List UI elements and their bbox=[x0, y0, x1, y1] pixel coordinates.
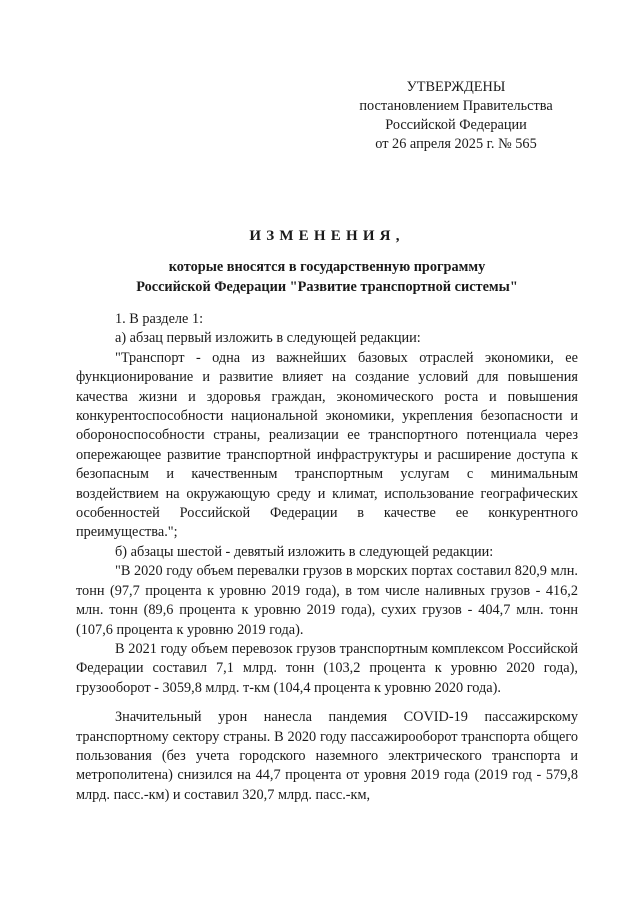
item-1-heading: 1. В разделе 1: bbox=[115, 311, 204, 327]
document-title: ИЗМЕНЕНИЯ, bbox=[249, 228, 405, 244]
document-body bbox=[76, 310, 578, 805]
paragraph-pandemic: Значительный урон нанесла пандемия COVID-19 пассажирскому транспортному сектору страны. В 2020 году пассажирооборот транспорта общего пользования (без учета городского наземного электрического транспорта и метрополитена) снизился на 44,7 процента от уровня 2019 года (2019 год - 579,8 млрд. пасс.-км) и составил 320,7 млрд. пасс.-км, bbox=[76, 709, 578, 803]
approval-line-3: от 26 апреля 2025 г. № 565 bbox=[375, 136, 537, 152]
approval-stamp bbox=[340, 78, 572, 154]
quoted-paragraph-2: "В 2020 году объем перевалки грузов в морских портах составил 820,9 млн. тонн (97,7 процента к уровню 2019 года), в том числе наливных грузов - 416,2 млн. тонн (89,6 процента к уровню 2019 года), сухих грузов - 404,7 млн. тонн (107,6 процента к уровню 2019 года). bbox=[76, 563, 578, 638]
item-1-subitem-a: а) абзац первый изложить в следующей редакции: bbox=[115, 330, 421, 347]
item-1-subitem-b: б) абзацы шестой - девятый изложить в следующей редакции: bbox=[115, 543, 494, 560]
document-subtitle-line-2: Российской Федерации "Развитие транспортной системы" bbox=[136, 278, 518, 295]
approval-heading: УТВЕРЖДЕНЫ bbox=[406, 79, 506, 95]
quoted-paragraph-1: "Транспорт - одна из важнейших базовых отраслей экономики, ее функционирование и развитие влияет на создание условий для повышения качества жизни и здоровья граждан, экономического роста и повышения конкурентоспособности национальной экономики, укрепления безопасности и обороноспособности страны, реализации ее транспортного потенциала через опережающее развитие транспортной инфраструктуры и расширение доступа к безопасным и качественным транспортным услугам с минимальным воздействием на окружающую среду и климат, использование географических особенностей Российской Федерации в качестве ее конкурентного преимущества."; bbox=[76, 349, 578, 541]
document-title-block bbox=[76, 224, 578, 297]
approval-line-1: постановлением Правительства bbox=[359, 98, 553, 114]
approval-line-2: Российской Федерации bbox=[385, 117, 527, 133]
document-subtitle-line-1: которые вносятся в государственную программу bbox=[168, 259, 486, 275]
paragraph-freight-2021: В 2021 году объем перевозок грузов транспортным комплексом Российской Федерации составил 7,1 млрд. тонн (103,2 процента к уровню 2020 года), грузооборот - 3059,8 млрд. т-км (104,4 процента к уровню 2020 года). bbox=[76, 640, 578, 696]
